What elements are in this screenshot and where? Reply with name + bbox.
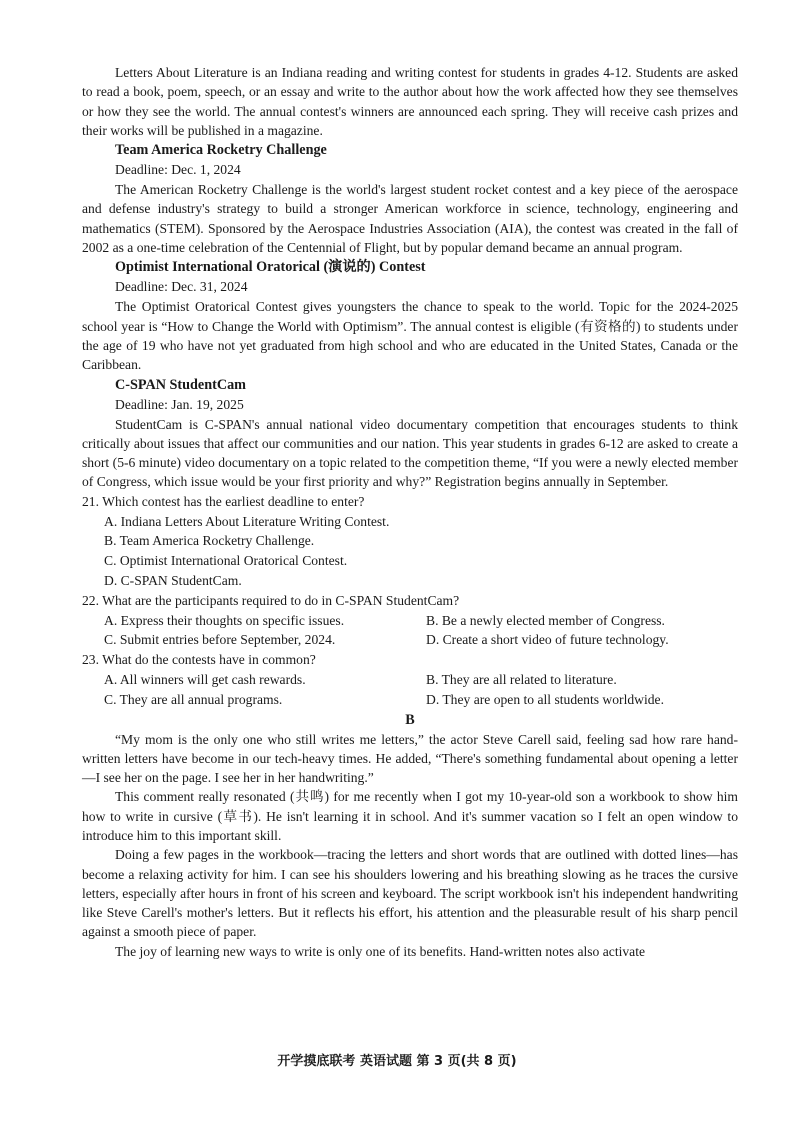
- contest-studentcam: [82, 375, 738, 492]
- question-23: [82, 650, 738, 709]
- option-a: A. All winners will get cash rewards.: [104, 671, 306, 687]
- contest-deadline: Deadline: Dec. 31, 2024: [115, 279, 248, 295]
- contest-deadline: Deadline: Dec. 1, 2024: [115, 162, 241, 178]
- intro-paragraph: Letters About Literature is an Indiana reading and writing contest for students in grades 4-12. Students are asked to read a book, poem, speech, or an essay and write to the author about how the work affected how they see themselves or how they see the world. The annual contest's winners are announced each spring. They will receive cash prizes and their works will be published in a magazine.: [82, 65, 738, 138]
- options-grid: [104, 670, 738, 710]
- options-grid: [104, 611, 738, 651]
- page-footer: 开学摸底联考 英语试题 第 3 页(共 8 页): [277, 1054, 517, 1069]
- option-c: C. Optimist International Oratorical Contest.: [104, 553, 348, 569]
- contest-body: The American Rocketry Challenge is the world's largest student rocket contest and a key piece of the aerospace and defense industry's strategy to build a stronger American workforce in science, technology, engineering and mathematics (STEM). Sponsored by the Aerospace Industries Association (AIA), the contest was created in the fall of 2002 as a one-time celebration of the Centennial of Flight, but by popular demand became an annual program.: [82, 182, 738, 256]
- question-22: [82, 591, 738, 650]
- contest-title: Team America Rocketry Challenge: [115, 142, 327, 159]
- passage-b-paragraph: This comment really resonated (共鸣) for me recently when I got my 10-year-old son a workbook to show him how to write in cursive (草书). He isn't learning it in school. And it's summer vacation so I felt an open window to introduce him to this important skill.: [82, 789, 738, 843]
- passage-b-paragraph: “My mom is the only one who still writes me letters,” the actor Steve Carell said, feeling sad how rare hand-written letters have become in our tech-heavy times. He added, “There's something fundamental about opening a letter—I see her on the page. I see her in her handwriting.”: [82, 731, 738, 786]
- option-d: D. They are open to all students worldwide.: [426, 691, 664, 707]
- section-b-label: B: [405, 711, 415, 728]
- option-d: D. Create a short video of future technology.: [426, 632, 669, 648]
- option-a: A. Express their thoughts on specific issues.: [104, 612, 345, 628]
- contest-oratorical: [82, 257, 738, 374]
- option-b: B. They are all related to literature.: [426, 671, 617, 687]
- contest-body: The Optimist Oratorical Contest gives youngsters the chance to speak to the world. Topic for the 2024-2025 school year is “How to Change the World with Optimism”. The annual contest is eligible (有资格的) to students under the age of 19 who have not yet graduated from high school and who are educated in the United States, Canada or the Caribbean.: [82, 299, 738, 373]
- option-b: B. Team America Rocketry Challenge.: [104, 533, 315, 549]
- option-a: A. Indiana Letters About Literature Writing Contest.: [104, 513, 390, 529]
- option-d: D. C-SPAN StudentCam.: [104, 572, 242, 588]
- passage-b-paragraph: Doing a few pages in the workbook—tracing the letters and short words that are outlined with dotted lines—has become a relaxing activity for him. I can see his shoulders lowering and his breathing slowing as he traces the cursive letters, especially after hours in front of his screen and keyboard. The script workbook isn't his independent handwriting like Steve Carell's mother's letters. But it reflects his effort, his attention and the pleasurable result of his sharp pencil against a smooth piece of paper.: [82, 847, 738, 940]
- option-c: C. They are all annual programs.: [104, 691, 283, 707]
- contest-deadline: Deadline: Jan. 19, 2025: [115, 396, 244, 412]
- contest-title: C-SPAN StudentCam: [115, 376, 246, 393]
- question-stem: 21. Which contest has the earliest deadline to enter?: [82, 493, 365, 509]
- contest-rocketry: [82, 140, 738, 257]
- passage-b-paragraph: The joy of learning new ways to write is only one of its benefits. Hand-written notes also activate: [115, 943, 646, 959]
- question-21: [82, 492, 738, 591]
- contest-body: StudentCam is C-SPAN's annual national video documentary competition that encourages students to think critically about issues that affect our communities and our nation. This year students in grades 6-12 are asked to create a short (5-6 minute) video documentary on a topic related to the competition theme, “If you were a newly elected member of Congress, which issue would be your first priority and why?” Registration begins annually in September.: [82, 416, 738, 490]
- option-b: B. Be a newly elected member of Congress.: [426, 612, 665, 628]
- question-stem: 22. What are the participants required to do in C-SPAN StudentCam?: [82, 592, 460, 608]
- option-c: C. Submit entries before September, 2024.: [104, 632, 336, 648]
- question-stem: 23. What do the contests have in common?: [82, 652, 316, 668]
- contest-title: Optimist International Oratorical (演说的) Contest: [115, 259, 426, 276]
- page-content: [82, 63, 738, 961]
